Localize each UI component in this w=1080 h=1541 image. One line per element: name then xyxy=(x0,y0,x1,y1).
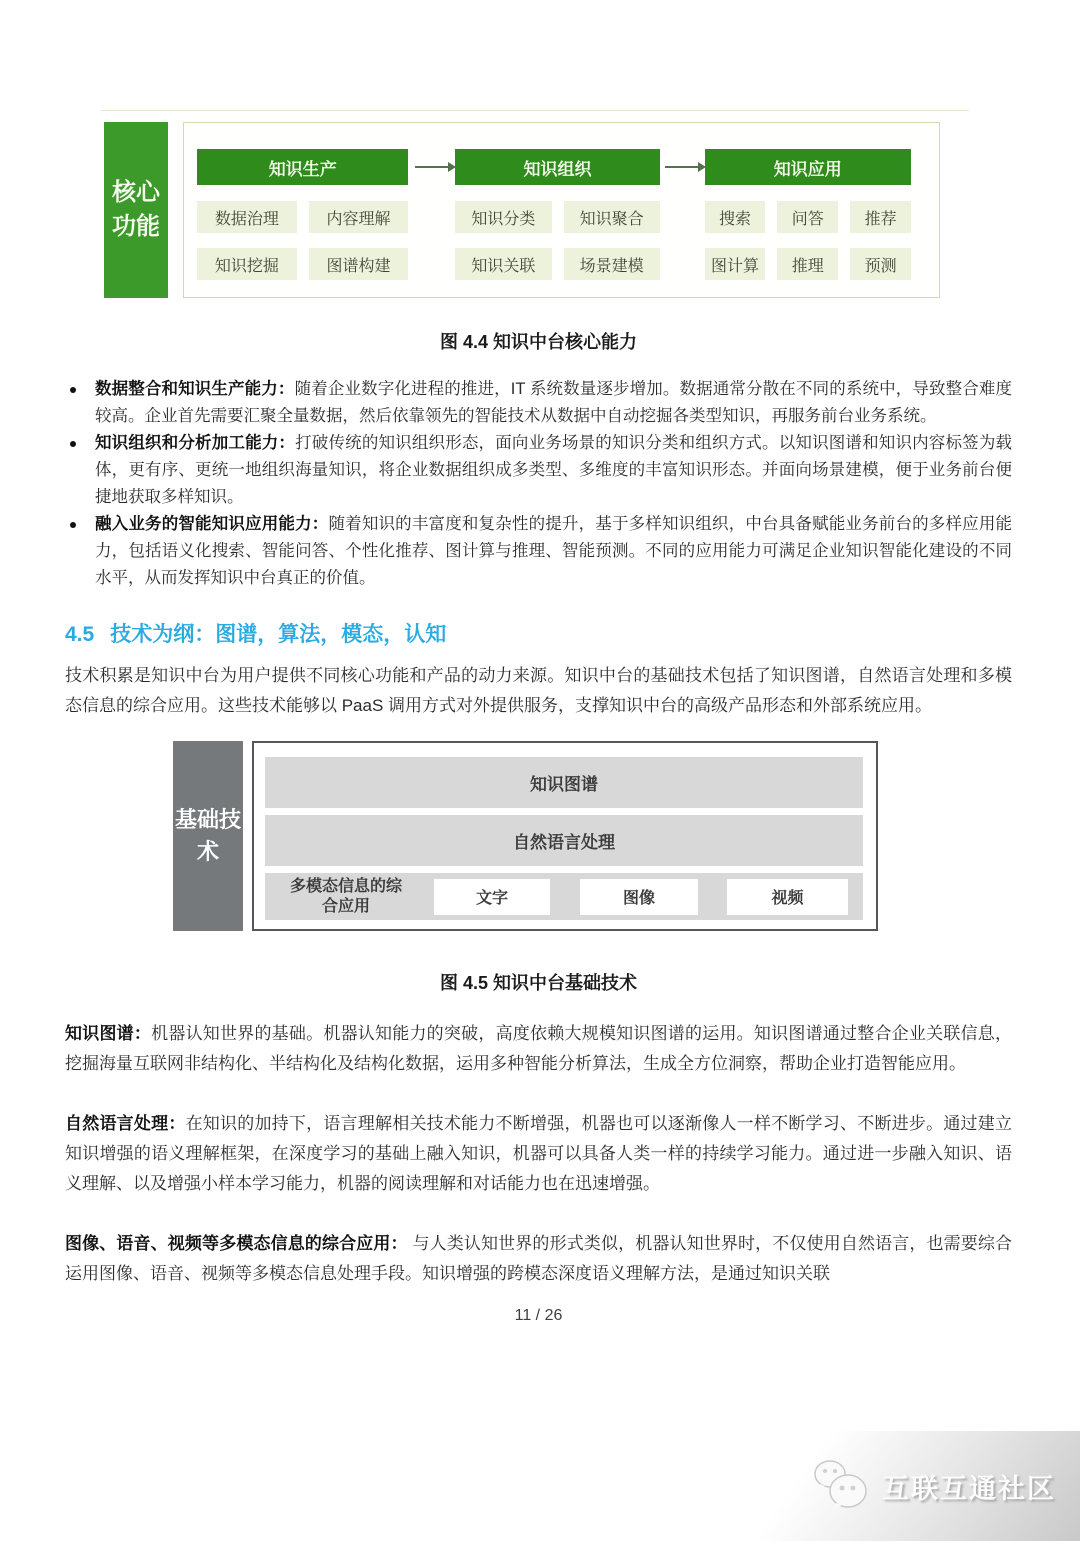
bullet-item xyxy=(65,376,1012,430)
capability-chip: 推理 xyxy=(777,248,838,280)
capability-chip: 数据治理 xyxy=(197,201,297,233)
chip-row xyxy=(705,248,911,280)
chip-row xyxy=(705,201,911,233)
right-arrow-icon xyxy=(415,166,449,168)
foundation-tech-side-label: 基础技术 xyxy=(173,741,243,931)
document-page xyxy=(0,110,1080,1325)
figure-top-divider xyxy=(101,110,969,111)
figure-44-caption: 图 4.4 知识中台核心能力 xyxy=(439,332,638,352)
right-arrow-icon xyxy=(665,166,699,168)
capability-chip: 内容理解 xyxy=(309,201,409,233)
capability-chip: 图计算 xyxy=(705,248,766,280)
knowledge-application-header: 知识应用 xyxy=(705,149,911,185)
paragraph-lead: 自然语言处理： xyxy=(65,1114,186,1133)
bullet-lead: 融入业务的智能知识应用能力： xyxy=(95,515,329,533)
flow-arrow-wrap xyxy=(408,149,455,297)
chip-row xyxy=(197,201,408,233)
bullet-item xyxy=(65,430,1012,511)
knowledge-production-header: 知识生产 xyxy=(197,149,408,185)
capability-chip: 知识分类 xyxy=(455,201,551,233)
capability-chip: 知识挖掘 xyxy=(197,248,297,280)
bullet-lead: 知识组织和分析加工能力： xyxy=(95,434,296,452)
chip-row xyxy=(197,248,408,280)
capability-chip: 图谱构建 xyxy=(309,248,409,280)
page-number: 11 / 26 xyxy=(514,1307,563,1324)
multimodal-chip-image: 图像 xyxy=(580,879,698,915)
bullet-text: 随着知识的丰富度和复杂性的提升，基于多样知识组织，中台具备赋能业务前台的多样应用能力，包括语义化搜索、智能问答、个性化推荐、图计算与推理、智能预测。不同的应用能力可满足企业知识智能化建设的不同水平，从而发挥知识中台真正的价值。 xyxy=(95,515,1013,587)
column-knowledge-production xyxy=(197,149,408,297)
paragraph-multimodal xyxy=(65,1229,1012,1289)
multimodal-chip-text: 文字 xyxy=(434,879,550,915)
section-number: 4.5 xyxy=(65,623,95,646)
flow-arrow-wrap xyxy=(660,149,705,297)
figure-core-capabilities xyxy=(104,122,1012,298)
figure-foundation-tech xyxy=(173,741,1012,931)
multimodal-label: 多模态信息的综合应用 xyxy=(289,877,402,915)
paragraph-knowledge-graph xyxy=(65,1019,1012,1079)
capability-chip: 推荐 xyxy=(850,201,911,233)
paragraph-text: 机器认知世界的基础。机器认知能力的突破，高度依赖大规模知识图谱的运用。知识图谱通过整合企业关联信息，挖掘海量互联网非结构化、半结构化及结构化数据，运用多种智能分析算法，生成全方位洞察，帮助企业打造智能应用。 xyxy=(65,1024,1013,1073)
bullet-text: 打破传统的知识组织形态，面向业务场景的知识分类和组织方式。以知识图谱和知识内容标签为载体，更有序、更统一地组织海量知识，将企业数据组织成多类型、多维度的丰富知识形态。并面向场景建模，便于业务前台便捷地获取多样知识。 xyxy=(95,434,1013,506)
chip-row xyxy=(455,201,659,233)
paragraph-lead: 知识图谱： xyxy=(65,1024,152,1043)
figure-45-caption: 图 4.5 知识中台基础技术 xyxy=(439,973,638,993)
core-capabilities-box xyxy=(183,122,940,298)
paragraph-lead: 图像、语音、视频等多模态信息的综合应用： xyxy=(65,1234,408,1253)
paragraph-text: 在知识的加持下，语言理解相关技术能力不断增强，机器也可以逐渐像人一样不断学习、不断进步。通过建立知识增强的语义理解框架，在深度学习的基础上融入知识，机器可以具备人类一样的持续学习能力。通过进一步融入知识、语义理解、以及增强小样本学习能力，机器的阅读理解和对话能力也在迅速增强。 xyxy=(65,1114,1013,1193)
tech-row-knowledge-graph: 知识图谱 xyxy=(265,757,863,808)
capability-chip: 知识关联 xyxy=(455,248,551,280)
foundation-tech-box xyxy=(252,741,878,931)
chat-bubbles-logo-icon xyxy=(808,1457,874,1515)
section-intro-paragraph: 技术积累是知识中台为用户提供不同核心功能和产品的动力来源。知识中台的基础技术包括了知识图谱，自然语言处理和多模态信息的综合应用。这些技术能够以 PaaS 调用方式对外提供服务，支撑知识中台的高级产品形态和外部系统应用。 xyxy=(65,666,1012,715)
paragraph-nlp xyxy=(65,1109,1012,1199)
column-knowledge-application xyxy=(705,149,911,297)
capability-chip: 搜索 xyxy=(705,201,766,233)
tech-row-multimodal xyxy=(265,873,863,920)
capability-chip: 问答 xyxy=(777,201,838,233)
core-functions-side-label: 核心功能 xyxy=(104,122,168,298)
tech-row-nlp: 自然语言处理 xyxy=(265,815,863,866)
bullet-lead: 数据整合和知识生产能力： xyxy=(95,380,295,398)
capability-chip: 场景建模 xyxy=(564,248,660,280)
chip-row xyxy=(455,248,659,280)
paragraph-text: 与人类认知世界的形式类似，机器认知世界时，不仅使用自然语言，也需要综合运用图像、语音、视频等多模态信息处理手段。知识增强的跨模态深度语义理解方法，是通过知识关联 xyxy=(65,1234,1013,1283)
watermark-badge xyxy=(750,1431,1080,1541)
capability-bullet-list xyxy=(65,376,1012,592)
column-knowledge-organization xyxy=(455,149,659,297)
capability-chip: 预测 xyxy=(850,248,911,280)
bullet-item xyxy=(65,511,1012,592)
bullet-text: 随着企业数字化进程的推进，IT 系统数量逐步增加。数据通常分散在不同的系统中，导致整合难度较高。企业首先需要汇聚全量数据，然后依靠领先的智能技术从数据中自动挖掘各类型知识，再服务前台业务系统。 xyxy=(95,380,1013,425)
section-title: 技术为纲：图谱，算法，模态，认知 xyxy=(110,623,447,646)
multimodal-chip-video: 视频 xyxy=(727,879,848,915)
watermark-text: 互联互通社区 xyxy=(882,1473,1056,1504)
section-heading xyxy=(65,618,1012,648)
knowledge-organization-header: 知识组织 xyxy=(455,149,659,185)
capability-chip: 知识聚合 xyxy=(564,201,660,233)
